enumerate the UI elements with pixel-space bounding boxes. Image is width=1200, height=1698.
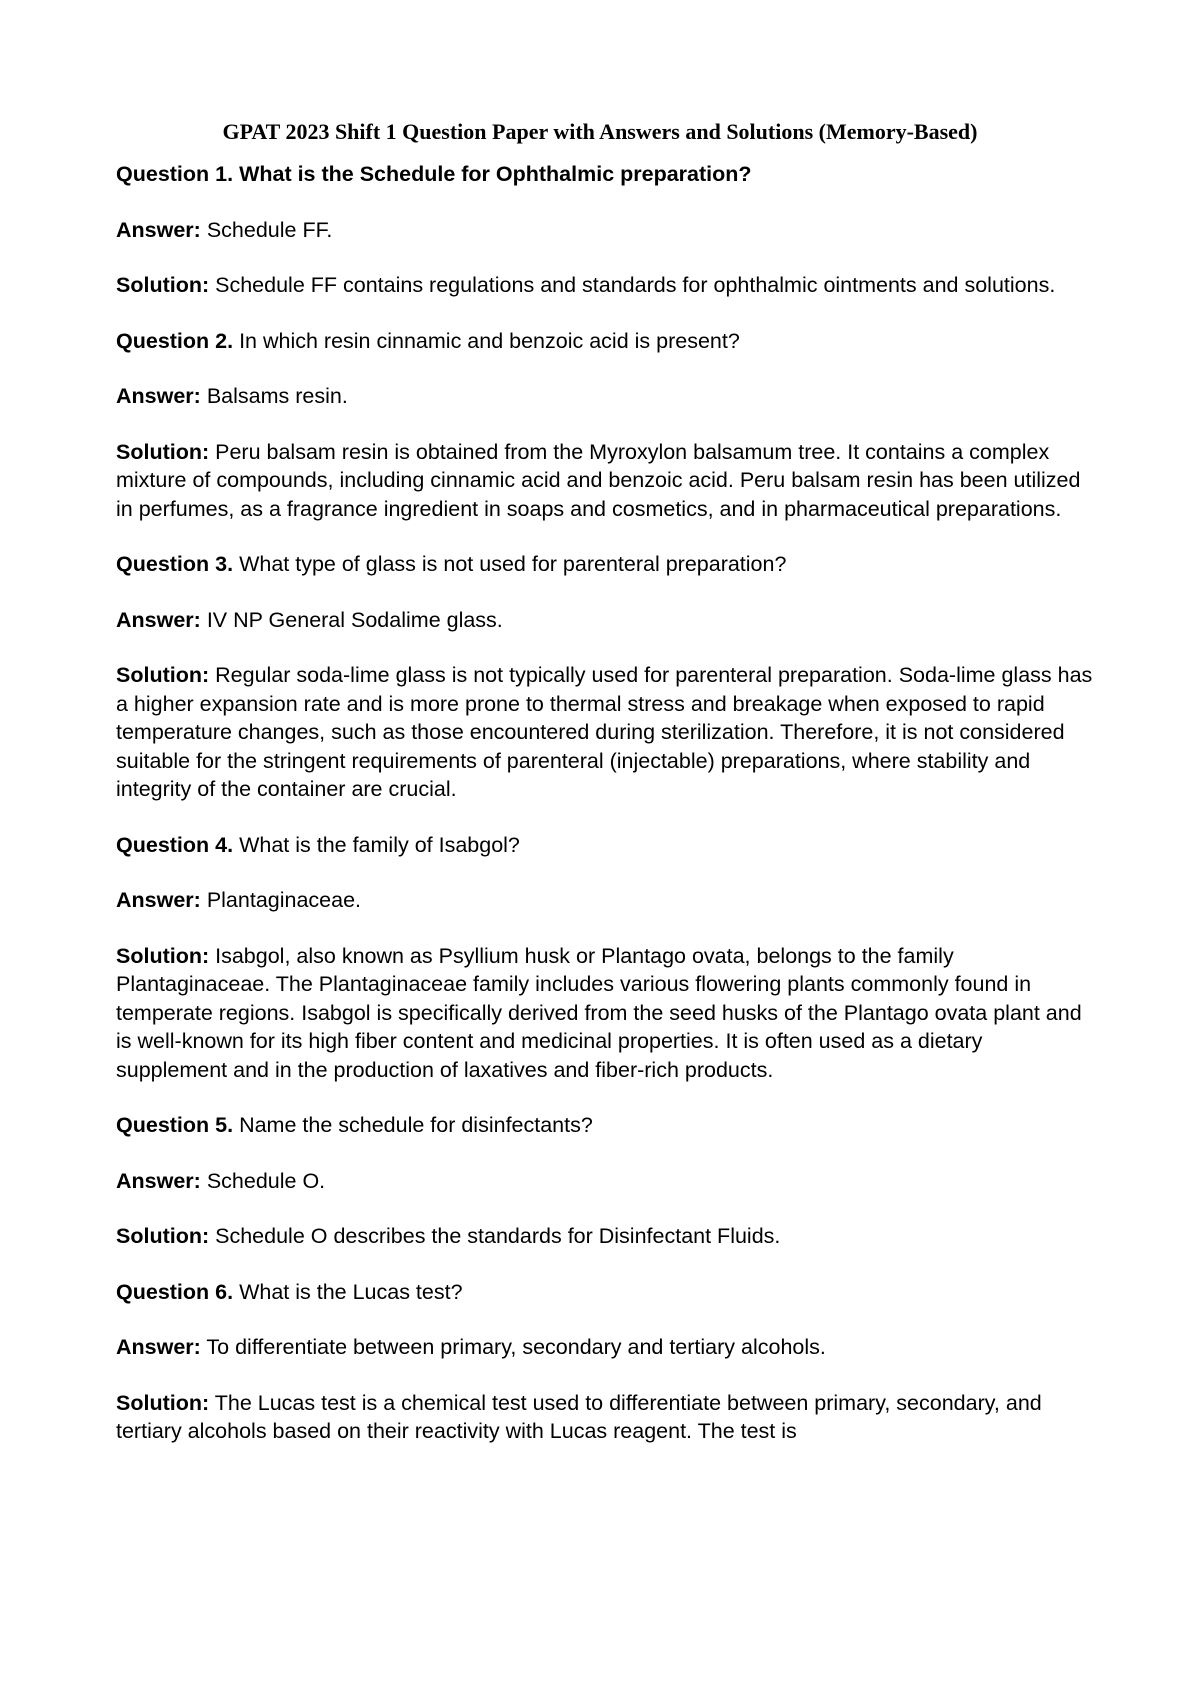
question-text: In which resin cinnamic and benzoic acid is present? (239, 328, 740, 353)
answer-6 (116, 1333, 1094, 1362)
answer-text: Schedule O. (206, 1168, 326, 1193)
question-text: What is the family of Isabgol? (239, 832, 520, 857)
solution-label: Solution: (116, 943, 210, 968)
answer-5 (116, 1167, 1094, 1196)
question-text: What is the Lucas test? (239, 1279, 463, 1304)
question-text: Name the schedule for disinfectants? (239, 1113, 593, 1137)
question-label: Question 2. (116, 328, 234, 353)
question-label: Question 6. (116, 1279, 234, 1304)
solution-text: Regular soda-lime glass is not typically used for parenteral preparation. Soda-lime glass has a higher expansion rate and is more prone to thermal stress and breakage when exposed to rapid temperature changes, such as those encountered during sterilization. Therefore, it is not considered suitable for the stringent requirements of parenteral (injectable) preparations, where stability and integrity of the container are crucial. (116, 663, 1093, 801)
answer-2 (116, 382, 1094, 411)
solution-label: Solution: (116, 1224, 210, 1248)
solution-label: Solution: (116, 273, 210, 297)
answer-text: To differentiate between primary, secondary and tertiary alcohols. (206, 1335, 826, 1359)
question-label: Question 5. (116, 1113, 234, 1137)
solution-text: Schedule FF contains regulations and standards for ophthalmic ointments and solutions. (215, 273, 1056, 297)
answer-label: Answer: (116, 1335, 201, 1359)
answer-3 (116, 606, 1094, 635)
question-3 (116, 550, 1094, 579)
answer-4 (116, 886, 1094, 915)
answer-text: IV NP General Sodalime glass. (206, 607, 503, 632)
question-5 (116, 1111, 1094, 1140)
question-1 (116, 160, 1094, 189)
question-label: Question 4. (116, 832, 234, 857)
solution-label: Solution: (116, 439, 210, 464)
question-label: Question 3. (116, 552, 234, 576)
answer-label: Answer: (116, 888, 201, 912)
solution-text: Peru balsam resin is obtained from the Myroxylon balsamum tree. It contains a complex mixture of compounds, including cinnamic acid and benzoic acid. Peru balsam resin has been utilized in perfumes, as a fragrance ingredient in soaps and cosmetics, and in pharmaceutical preparations. (116, 439, 1081, 521)
answer-1 (116, 216, 1094, 245)
solution-text: The Lucas test is a chemical test used to differentiate between primary, secondary, and tertiary alcohols based on their reactivity with Lucas reagent. The test is (116, 1390, 1042, 1443)
question-4 (116, 831, 1094, 860)
document-title: GPAT 2023 Shift 1 Question Paper with Answers and Solutions (Memory-Based) (222, 119, 978, 144)
solution-label: Solution: (116, 1390, 210, 1415)
answer-text: Schedule FF. (206, 217, 333, 242)
question-2 (116, 327, 1094, 356)
solution-2 (116, 438, 1094, 524)
solution-text: Schedule O describes the standards for Disinfectant Fluids. (215, 1224, 781, 1248)
solution-4 (116, 942, 1094, 1085)
answer-label: Answer: (116, 607, 201, 632)
question-text: What is the Schedule for Ophthalmic preparation? (239, 162, 752, 186)
answer-label: Answer: (116, 384, 201, 408)
answer-label: Answer: (116, 217, 201, 242)
question-text: What type of glass is not used for parenteral preparation? (239, 552, 787, 576)
answer-text: Balsams resin. (206, 384, 348, 408)
solution-3 (116, 661, 1094, 804)
solution-label: Solution: (116, 663, 210, 687)
solution-text: Isabgol, also known as Psyllium husk or Plantago ovata, belongs to the family Plantaginaceae. The Plantaginaceae family includes various flowering plants commonly found in temperate regions. Isabgol is specifically derived from the seed husks of the Plantago ovata plant and is well-known for its high fiber content and medicinal properties. It is often used as a dietary supplement and in the production of laxatives and fiber-rich products. (116, 943, 1082, 1082)
question-label: Question 1. (116, 162, 234, 186)
solution-6 (116, 1389, 1094, 1446)
question-6 (116, 1278, 1094, 1307)
solution-5 (116, 1222, 1094, 1251)
solution-1 (116, 271, 1094, 300)
answer-text: Plantaginaceae. (206, 888, 362, 912)
answer-label: Answer: (116, 1168, 201, 1193)
